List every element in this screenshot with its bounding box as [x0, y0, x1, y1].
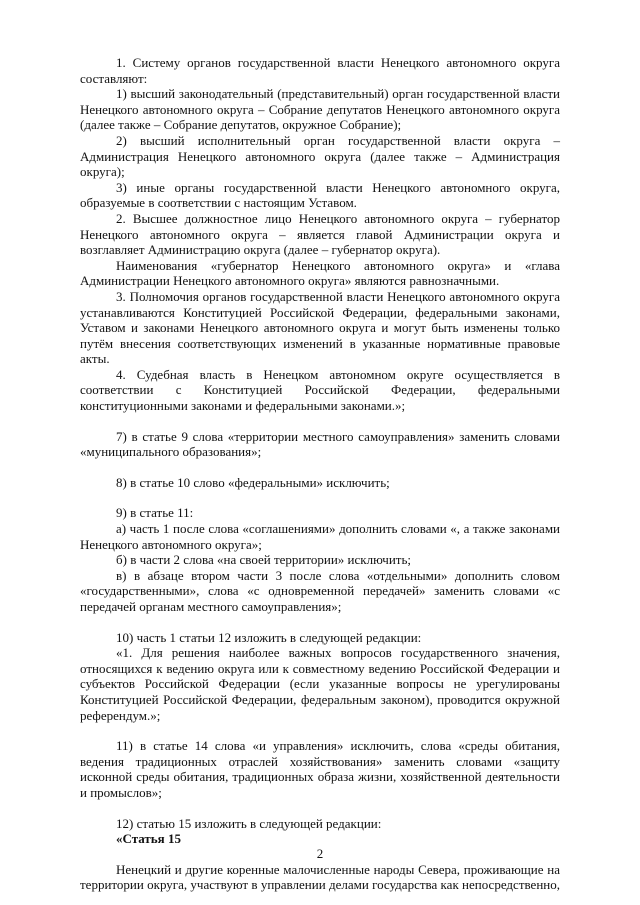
article-15-heading: «Статья 15 [116, 831, 181, 847]
paragraph-item-12: 12) статью 15 изложить в следующей редакции: [116, 815, 382, 831]
spacer [80, 615, 560, 630]
spacer [80, 460, 560, 475]
spacer [80, 723, 560, 738]
spacer [80, 414, 560, 429]
spacer [80, 801, 560, 816]
document-body [80, 55, 560, 893]
spacer [80, 490, 560, 505]
paragraph-system-of-bodies: 1. Систему органов государственной власти Ненецкого автономного округа составляют: [80, 55, 560, 86]
paragraph-titles-equivalent: Наименования «губернатор Ненецкого автономного округа» и «глава Администрации Ненецкого автономного округа» являются равнозначными. [80, 257, 560, 289]
paragraph-item-10: 10) часть 1 статьи 12 изложить в следующей редакции: [116, 629, 422, 645]
paragraph-item-8: 8) в статье 10 слово «федеральными» исключить; [116, 474, 390, 490]
paragraph-item-7: 7) в статье 9 слова «территории местного самоуправления» заменить словами «муниципального образования»; [80, 428, 560, 460]
paragraph-judicial-power: 4. Судебная власть в Ненецком автономном округе осуществляется в соответствии с Конституцией Российской Федерации, федеральными конституционными законами и федеральными законами.»; [80, 366, 560, 414]
paragraph-item-9: 9) в статье 11: [116, 505, 194, 521]
paragraph-item-11: 11) в статье 14 слова «и управления» исключить, слова «среды обитания, ведения традиционных отраслей хозяйствования» заменить словами «защиту исконной среды обитания, традиционных образа жизни, хозяйственной деятельности и промыслов»; [80, 738, 560, 800]
paragraph-governor: 2. Высшее должностное лицо Ненецкого автономного округа – губернатор Ненецкого автономного округа – является главой Администрации округа и возглавляет Администрацию округа (далее – губернатор округа). [80, 210, 560, 258]
paragraph-legislative-body: 1) высший законодательный (представительный) орган государственной власти Ненецкого автономного округа – Собрание депутатов Ненецкого автономного округа (далее также – Собрание депутатов, окружное Собрание); [80, 86, 560, 133]
paragraph-item-9b: б) в части 2 слова «на своей территории» исключить; [116, 552, 412, 568]
paragraph-indigenous-peoples: Ненецкий и другие коренные малочисленные народы Севера, проживающие на территории округа, участвуют в управлении делами государства как непосредственно, [80, 861, 560, 893]
paragraph-other-bodies: 3) иные органы государственной власти Ненецкого автономного округа, образуемые в соответствии с настоящим Уставом. [80, 179, 560, 211]
paragraph-powers: 3. Полномочия органов государственной власти Ненецкого автономного округа устанавливаются Конституцией Российской Федерации, федеральными законами, Уставом и законами Ненецкого автономного округа и могут быть изменены только путём внесения соответствующих изменений в указанные нормативные правовые акты. [80, 288, 560, 367]
paragraph-executive-body: 2) высший исполнительный орган государственной власти округа – Администрация Ненецкого автономного округа (далее также – Администрация округа); [80, 132, 560, 180]
page-number: 2 [316, 846, 324, 861]
paragraph-referendum: «1. Для решения наиболее важных вопросов государственного значения, относящихся к ведению округа или к совместному ведению Российской Федерации и субъектов Российской Федерации (если указанные вопросы не урегулированы Конституцией Российской Федерации, федеральным законом), проводится окружной референдум.»; [80, 645, 560, 723]
paragraph-item-9a: а) часть 1 после слова «соглашениями» дополнить словами «, а также законами Ненецкого автономного округа»; [80, 521, 560, 552]
paragraph-item-9v: в) в абзаце втором части 3 после слова «отдельными» дополнить словом «государственными», слова «с одновременной передачей» заменить словами «с передачей органам местного самоуправления»; [80, 567, 560, 614]
